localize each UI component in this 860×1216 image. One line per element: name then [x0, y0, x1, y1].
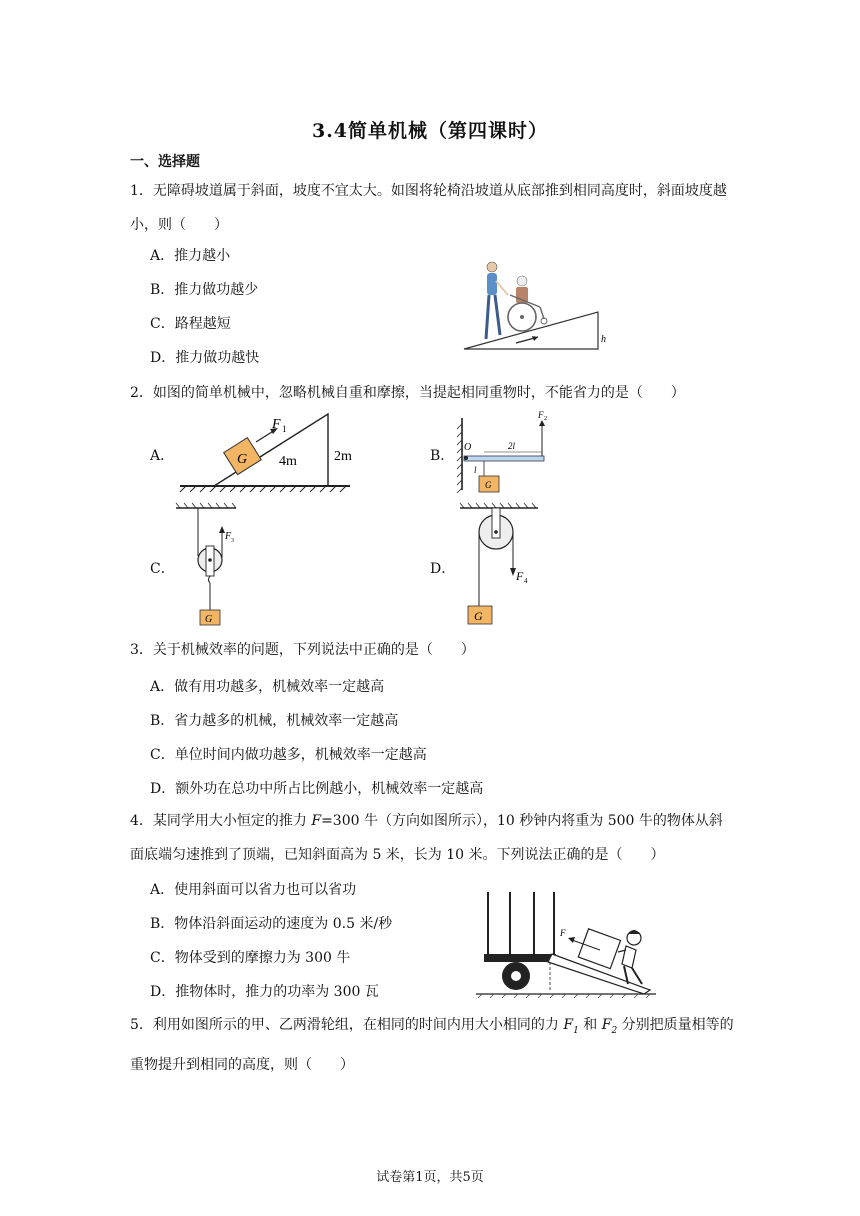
fixed-pulley-figure-d: [458, 502, 542, 626]
q5-f1-subscript: 1: [573, 1025, 579, 1036]
fig-d-g-label: G: [474, 609, 483, 623]
q3-option-a: A．做有用功越多，机械效率一定越高: [150, 679, 385, 695]
fig-a-g-label: G: [237, 452, 248, 467]
q1-stem: 1．无障碍坡道属于斜面，坡度不宜太大。如图将轮椅沿坡道从底部推到相同高度时，斜面坡度越小，则（ ）: [130, 183, 727, 233]
fig-d-f-label: F: [516, 569, 524, 583]
q1-option-d: D．推力做功越快: [150, 350, 260, 366]
fig-a-length-label: 4m: [279, 454, 297, 469]
page-title: 3.4简单机械（第四课时）: [311, 120, 549, 142]
q4-stem: [130, 804, 735, 872]
q2-label-d: D．: [430, 561, 456, 577]
q5-stem: [130, 1008, 735, 1082]
q5-stem-part2: 和: [578, 1017, 602, 1033]
q3-option-d: D．额外功在总功中所占比例越小，机械效率一定越高: [150, 781, 484, 797]
q2-label-a: A．: [150, 448, 175, 464]
q2-label-b: B．: [430, 448, 455, 464]
incline-figure-a: [178, 410, 353, 494]
q3-option-c: C．单位时间内做功越多，机械效率一定越高: [150, 747, 427, 763]
fig1-h-label: h: [601, 334, 606, 345]
q2-label-c: C．: [150, 561, 175, 577]
fig-c-f-label: F: [225, 531, 232, 542]
truck-ramp-figure: [474, 886, 660, 998]
fig-b-o-label: O: [464, 442, 472, 453]
fig-b-g-label: G: [485, 480, 492, 490]
q5-f1: F: [563, 1017, 574, 1033]
section-heading: 一、选择题: [130, 154, 200, 170]
q2-stem: 2．如图的简单机械中，忽略机械自重和摩擦，当提起相同重物时，不能省力的是（ ）: [130, 385, 685, 401]
q1-option-b: B．推力做功越少: [150, 282, 259, 298]
q5-stem-part1: 5．利用如图所示的甲、乙两滑轮组，在相同的时间内用大小相同的力: [130, 1017, 564, 1033]
fig-b-l-label: l: [474, 465, 477, 475]
q4-stem-part2: =300 牛（方向如图所示），10 秒钟内将重为 500 牛的物体从斜面底端匀速推到了顶端，已知斜面高为 5 米，长为 10 米。下列说法正确的是（ ）: [130, 813, 723, 863]
q5-f2-subscript: 2: [611, 1025, 618, 1036]
fig-d-f-subscript: 4: [524, 577, 528, 585]
fig-b-f-label: F: [538, 410, 544, 420]
fig-a-height-label: 2m: [334, 449, 352, 464]
q4-option-c: C．物体受到的摩擦力为 300 牛: [150, 950, 351, 966]
wheelchair-ramp-figure: [458, 255, 614, 355]
movable-pulley-figure-c: [174, 502, 242, 626]
fig-b-2l-label: 2l: [508, 441, 516, 451]
q5-f2: F: [601, 1017, 612, 1033]
q5-stem-part3: 分别把质量相等的重物提升到相同的高度，则（ ）: [130, 1017, 734, 1073]
q4-stem-f: F: [311, 813, 322, 829]
fig-c-g-label: G: [205, 614, 213, 625]
fig-c-f-subscript: 3: [231, 538, 234, 544]
fig4-f-label: F: [560, 928, 566, 938]
q4-option-d: D．推物体时，推力的功率为 300 瓦: [150, 984, 379, 1000]
page-footer: 试卷第1页，共5页: [376, 1170, 484, 1185]
q3-option-b: B．省力越多的机械，机械效率一定越高: [150, 713, 399, 729]
q4-option-b: B．物体沿斜面运动的速度为 0.5 米/秒: [150, 916, 393, 932]
q4-stem-part1: 4．某同学用大小恒定的推力: [130, 813, 312, 829]
fig-a-f-label: F: [272, 417, 281, 432]
lever-figure-b: [454, 410, 558, 494]
q3-stem: 3．关于机械效率的问题，下列说法中正确的是（ ）: [130, 642, 475, 658]
fig-b-f-subscript: 2: [544, 416, 547, 422]
q1-option-a: A．推力越小: [150, 248, 231, 264]
fig-a-f-subscript: 1: [282, 424, 287, 434]
q1-option-c: C．路程越短: [150, 316, 231, 332]
q4-option-a: A．使用斜面可以省力也可以省功: [150, 882, 357, 898]
